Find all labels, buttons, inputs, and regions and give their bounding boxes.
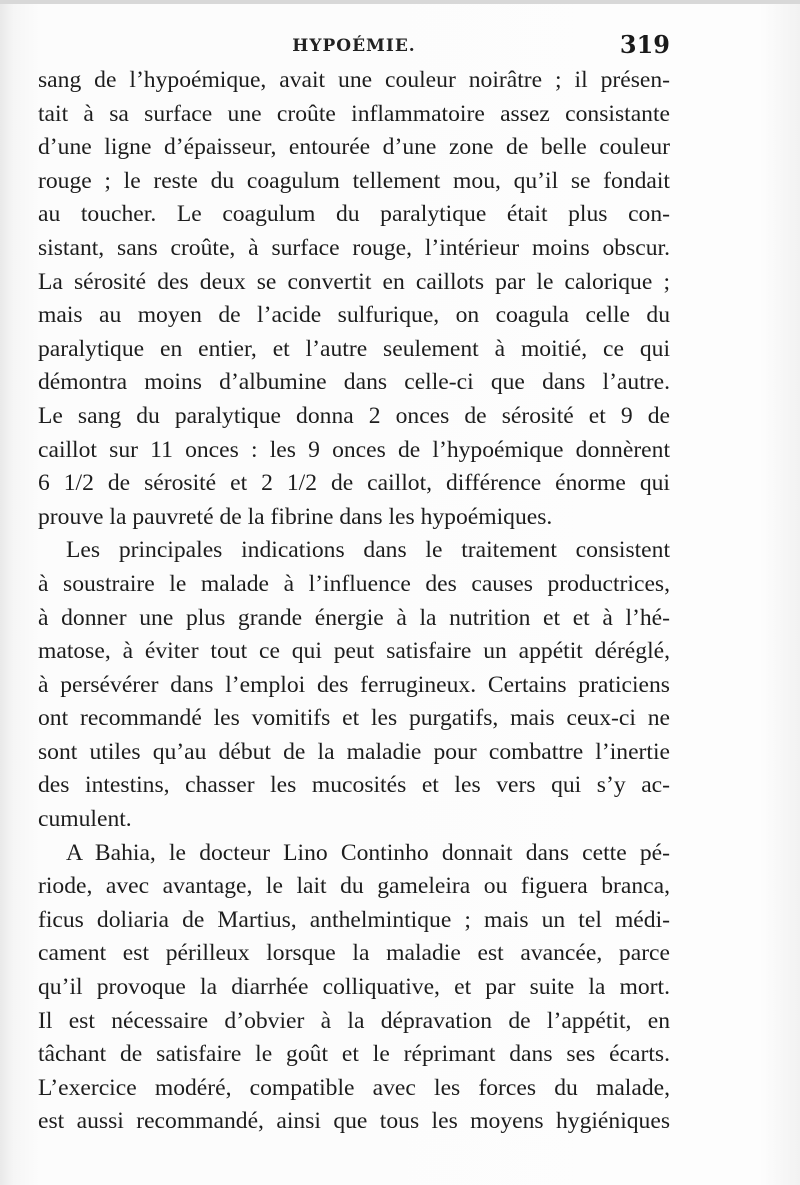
paragraph-2: [38, 534, 670, 836]
text-line: tait à sa surface une croûte inflammatoire assez consistante: [38, 100, 670, 127]
text-line: des intestins, chasser les mucosités et les vers qui s’y ac-: [38, 772, 670, 799]
text-line: sont utiles qu’au début de la maladie pour combattre l’inertie: [38, 738, 670, 765]
text-line: caillot sur 11 onces : les 9 onces de l’hypoémique donnèrent: [38, 436, 670, 463]
text-line: 6 1/2 de sérosité et 2 1/2 de caillot, différence énorme qui: [38, 470, 670, 497]
text-line: Il est nécessaire d’obvier à la dépravation de l’appétit, en: [38, 1007, 670, 1034]
page-header: [38, 30, 670, 64]
text-line: tâchant de satisfaire le goût et le réprimant dans ses écarts.: [38, 1041, 670, 1068]
paragraph-3: [38, 837, 670, 1139]
text-line: La sérosité des deux se convertit en caillots par le calorique ;: [38, 268, 670, 295]
text-line: L’exercice modéré, compatible avec les forces du malade,: [38, 1074, 670, 1101]
running-title: HYPOÉMIE.: [292, 36, 416, 56]
text-line: ficus doliaria de Martius, anthelmintique ; mais un tel médi-: [38, 906, 670, 933]
text-line: mais au moyen de l’acide sulfurique, on coagula celle du: [38, 302, 670, 329]
text-line: d’une ligne d’épaisseur, entourée d’une zone de belle couleur: [38, 134, 670, 161]
text-line: Le sang du paralytique donna 2 onces de sérosité et 9 de: [38, 402, 670, 429]
text-line: cumulent.: [38, 806, 132, 833]
text-line: au toucher. Le coagulum du paralytique était plus con-: [38, 201, 670, 228]
text-line: démontra moins d’albumine dans celle-ci que dans l’autre.: [38, 369, 670, 396]
text-line: prouve la pauvreté de la fibrine dans les hypoémiques.: [38, 503, 553, 530]
text-line: Les principales indications dans le traitement consistent: [66, 537, 670, 564]
text-line: cament est périlleux lorsque la maladie est avancée, parce: [38, 940, 670, 967]
text-line: paralytique en entier, et l’autre seulement à moitié, ce qui: [38, 335, 670, 362]
text-line: qu’il provoque la diarrhée colliquative, et par suite la mort.: [38, 974, 670, 1001]
body-text: [38, 64, 670, 1139]
text-line: rouge ; le reste du coagulum tellement mou, qu’il se fondait: [38, 167, 670, 194]
text-line: matose, à éviter tout ce qui peut satisfaire un appétit déréglé,: [38, 638, 670, 665]
text-line: à persévérer dans l’emploi des ferrugineux. Certains praticiens: [38, 671, 670, 698]
paragraph-1: [38, 64, 670, 534]
text-line: à soustraire le malade à l’influence des causes productrices,: [38, 570, 670, 597]
text-line: à donner une plus grande énergie à la nutrition et et à l’hé-: [38, 604, 670, 631]
text-line: A Bahia, le docteur Lino Continho donnait dans cette pé-: [66, 839, 670, 866]
text-line: sang de l’hypoémique, avait une couleur noirâtre ; il présen-: [38, 67, 670, 93]
text-line: riode, avec avantage, le lait du gameleira ou figuera branca,: [38, 873, 670, 900]
page-number: 319: [619, 30, 670, 59]
text-line: ont recommandé les vomitifs et les purgatifs, mais ceux-ci ne: [38, 705, 670, 732]
text-line: est aussi recommandé, ainsi que tous les moyens hygiéniques: [38, 1108, 670, 1135]
text-line: sistant, sans croûte, à surface rouge, l’intérieur moins obscur.: [38, 234, 670, 261]
